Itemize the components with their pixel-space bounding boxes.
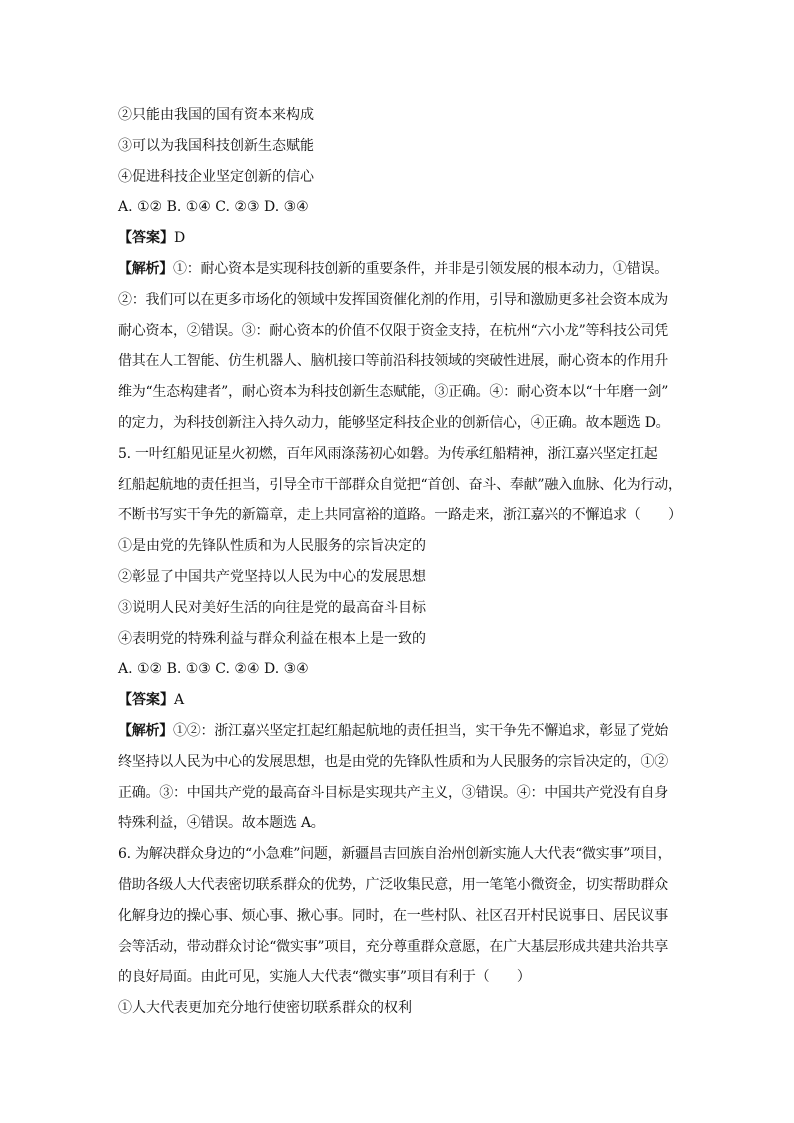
body-line: 终坚持以人民为中心的发展思想，也是由党的先锋队性质和为人民服务的宗旨决定的，①② xyxy=(118,753,668,770)
analysis-line xyxy=(118,716,698,747)
body-line: 维为“生态构建者”，耐心资本为科技创新生态赋能，③正确。④：耐心资本以“十年磨一剑” xyxy=(118,384,669,401)
body-line: 借其在人工智能、仿生机器人、脑机接口等前沿科技领域的突破性进展，耐心资本的作用升 xyxy=(118,353,668,370)
body-line: 的定力，为科技创新注入持久动力，能够坚定科技企业的创新信心，④正确。故本题选 D。 xyxy=(118,414,670,431)
option-line: ①人大代表更加充分地行使密切联系群众的权利 xyxy=(118,1000,412,1017)
answer-line xyxy=(118,223,698,254)
document-page xyxy=(118,100,698,1024)
body-line: 正确。③：中国共产党的最高奋斗目标是实现共产主义，③错误。④：中国共产党没有自身 xyxy=(118,784,668,801)
body-line: 化解身边的操心事、烦心事、揪心事。同时，在一些村队、社区召开村民说事日、居民议事 xyxy=(118,907,668,924)
option-line: ④表明党的特殊利益与群众利益在根本上是一致的 xyxy=(118,630,426,647)
answer-value: A xyxy=(174,692,185,709)
body-line: 特殊利益，④错误。故本题选 A。 xyxy=(118,815,325,832)
body-line: 借助各级人大代表密切联系群众的优势，广泛收集民意，用一笔笔小微资金，切实帮助群众 xyxy=(118,876,668,893)
answer-choices: A. ①② B. ①③ C. ②④ D. ③④ xyxy=(118,661,309,678)
option-line: ③说明人民对美好生活的向往是党的最高奋斗目标 xyxy=(118,599,426,616)
body-line: 耐心资本，②错误。③：耐心资本的价值不仅限于资金支持，在杭州“六小龙”等科技公司凭 xyxy=(118,322,669,339)
option-line: ④促进科技企业坚定创新的信心 xyxy=(118,168,314,185)
option-line: ②只能由我国的国有资本来构成 xyxy=(118,107,314,123)
body-line: 红船起航地的责任担当，引导全市干部群众自觉把“首创、奋斗、奉献”融入血脉、化为行动， xyxy=(118,476,682,493)
analysis-text: ①②：浙江嘉兴坚定扛起红船起航地的责任担当，实干争先不懈追求，彰显了党始 xyxy=(173,722,668,739)
answer-line xyxy=(118,685,698,716)
answer-label: 【答案】 xyxy=(118,230,174,247)
body-line: 的良好局面。由此可见，实施人大代表“微实事”项目有利于（ ） xyxy=(118,969,531,986)
answer-value: D xyxy=(174,230,186,247)
option-line: ③可以为我国科技创新生态赋能 xyxy=(118,137,314,154)
analysis-line xyxy=(118,254,698,285)
body-line: 不断书写实干争先的新篇章，走上共同富裕的道路。一路走来，浙江嘉兴的不懈追求（ ） xyxy=(118,507,682,524)
analysis-label: 【解析】 xyxy=(118,260,173,277)
option-line: ②彰显了中国共产党坚持以人民为中心的发展思想 xyxy=(118,568,426,585)
answer-label: 【答案】 xyxy=(118,692,174,709)
option-line: ①是由党的先锋队性质和为人民服务的宗旨决定的 xyxy=(118,538,426,555)
analysis-label: 【解析】 xyxy=(118,722,173,739)
question-5-stem: 5. 一叶红船见证星火初燃，百年风雨涤荡初心如磐。为传承红船精神，浙江嘉兴坚定扛起 xyxy=(118,445,658,462)
question-6-stem: 6. 为解决群众身边的“小急难”问题，新疆昌吉回族自治州创新实施人大代表“微实事”项目， xyxy=(118,846,672,863)
answer-choices: A. ①② B. ①④ C. ②③ D. ③④ xyxy=(118,199,309,216)
body-line: ②：我们可以在更多市场化的领域中发挥国资催化剂的作用，引导和激励更多社会资本成为 xyxy=(118,291,668,308)
analysis-text: ①：耐心资本是实现科技创新的重要条件，并非是引领发展的根本动力，①错误。 xyxy=(173,260,668,277)
body-line: 会等活动，带动群众讨论“微实事”项目，充分尊重群众意愿，在广大基层形成共建共治共享 xyxy=(118,938,669,955)
